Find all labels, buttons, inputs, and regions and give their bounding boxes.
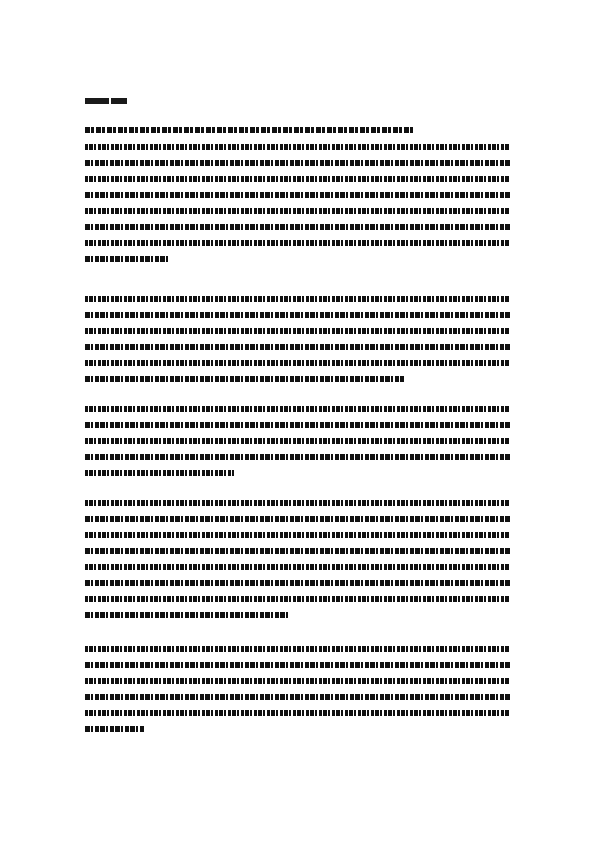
text-line: [85, 662, 510, 668]
text-line: [85, 256, 170, 262]
text-line: [85, 328, 510, 334]
text-line: [85, 726, 145, 732]
paragraph-1: [85, 144, 510, 272]
paragraph-5: [85, 646, 510, 742]
text-line: [85, 564, 510, 570]
heading-word-2: [111, 98, 127, 104]
text-line: [85, 312, 510, 318]
heading-word-1: [85, 98, 109, 104]
paragraph-2: [85, 296, 510, 392]
paragraph-4: [85, 500, 510, 628]
text-line: [85, 500, 510, 506]
text-line: [85, 406, 510, 412]
text-line: [85, 548, 510, 554]
text-line: [85, 224, 510, 230]
text-line: [85, 296, 510, 302]
text-line: [85, 532, 510, 538]
text-line: [85, 344, 510, 350]
text-line: [85, 470, 234, 476]
text-line: [85, 516, 510, 522]
text-line: [85, 144, 510, 150]
text-line: [85, 422, 510, 428]
text-line: [85, 240, 510, 246]
text-line: [85, 580, 510, 586]
text-line: [85, 596, 510, 602]
text-line: [85, 678, 510, 684]
text-line: [85, 376, 404, 382]
text-line: [85, 612, 289, 618]
text-line: [85, 192, 510, 198]
text-line: [85, 710, 510, 716]
text-line: [85, 454, 510, 460]
text-line: [85, 208, 510, 214]
text-line: [85, 438, 510, 444]
text-line: [85, 360, 510, 366]
text-line: [85, 160, 510, 166]
text-line: [85, 176, 510, 182]
heading-text: [0, 0, 1, 1]
text-line: [85, 694, 510, 700]
subtitle-text: [85, 127, 86, 128]
paragraph-3: [85, 406, 510, 486]
text-line: [85, 646, 510, 652]
subtitle-line: [85, 127, 415, 133]
